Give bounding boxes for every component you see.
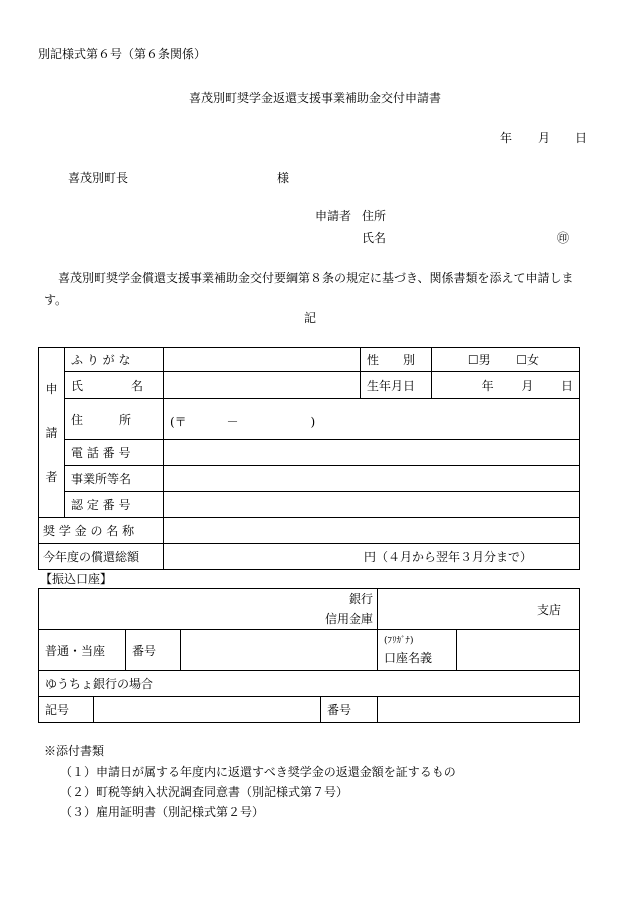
bank-heading: 【振込口座】 [40, 572, 113, 586]
date-month: 月 [538, 131, 551, 145]
office-field[interactable] [164, 466, 580, 492]
attachment-item: （３）雇用証明書（別記様式第２号） [60, 805, 265, 819]
date-year: 年 [500, 131, 513, 145]
furigana-label: ふ り が な [65, 348, 164, 372]
form-title: 喜茂別町奨学金返還支援事業補助金交付申請書 [188, 91, 441, 105]
bank-name-field[interactable]: 銀行 信用金庫 [39, 589, 378, 630]
date-day: 日 [575, 131, 588, 145]
ki-heading: 記 [304, 311, 317, 325]
account-type-label[interactable]: 普通・当座 [39, 630, 126, 671]
phone-label: 電 話 番 号 [65, 440, 164, 466]
attachment-item: （１）申請日が属する年度内に返還すべき奨学金の返還金額を証するもの [60, 765, 456, 779]
female-checkbox[interactable]: ☐女 [516, 353, 540, 367]
attachments-heading: ※添付書類 [44, 744, 105, 758]
repayment-label: 今年度の償還総額 [39, 544, 164, 570]
bank-table [38, 588, 580, 723]
male-checkbox[interactable]: ☐男 [467, 353, 491, 367]
holder-field[interactable] [457, 630, 580, 671]
yucho-number-field[interactable] [378, 697, 580, 723]
branch-field[interactable]: 支店 [378, 589, 580, 630]
birth-label: 生年月日 [361, 372, 432, 399]
scholarship-name-field[interactable] [164, 518, 580, 544]
symbol-label: 記号 [39, 697, 94, 723]
account-number-field[interactable] [181, 630, 378, 671]
cert-field[interactable] [164, 492, 580, 518]
furigana-field[interactable] [164, 348, 361, 372]
address-field[interactable] [164, 399, 580, 440]
attachment-item: （２）町税等納入状況調査同意書（別記様式第７号） [60, 785, 349, 799]
addressee-suffix: 様 [277, 171, 290, 185]
repayment-field[interactable]: 円（４月から翌年３月分まで） [164, 544, 580, 570]
gender-field [432, 348, 580, 372]
applicant-table [38, 347, 580, 570]
name-label: 氏名 [362, 231, 387, 245]
symbol-field[interactable] [94, 697, 321, 723]
address-row-label: 住 所 [65, 399, 164, 440]
scholarship-name-label: 奨 学 金 の 名 称 [39, 518, 164, 544]
yucho-label: ゆうちょ銀行の場合 [39, 671, 580, 697]
address-label: 住所 [362, 209, 387, 223]
addressee: 喜茂別町長 [68, 171, 129, 185]
phone-field[interactable] [164, 440, 580, 466]
form-id: 別記様式第６号（第６条関係） [38, 47, 207, 61]
cert-label: 認 定 番 号 [65, 492, 164, 518]
applicant-side-label: 申 請 者 [39, 348, 65, 518]
holder-label: (ﾌﾘｶﾞﾅ) 口座名義 [378, 630, 457, 671]
office-label: 事業所等名 [65, 466, 164, 492]
gender-label: 性 別 [361, 348, 432, 372]
applicant-label: 申請者 [315, 209, 352, 223]
name-field[interactable] [164, 372, 361, 399]
postal-code-field[interactable]: (〒 － ) [170, 414, 316, 429]
name-row-label: 氏 名 [65, 372, 164, 399]
birth-field[interactable]: 年 月 日 [432, 372, 580, 399]
yucho-number-label: 番号 [321, 697, 378, 723]
account-number-label: 番号 [126, 630, 181, 671]
body-paragraph: 喜茂別町奨学金償還支援事業補助金交付要綱第８条の規定に基づき、関係書類を添えて申請します。 [44, 271, 574, 307]
seal-mark: ㊞ [557, 231, 570, 245]
